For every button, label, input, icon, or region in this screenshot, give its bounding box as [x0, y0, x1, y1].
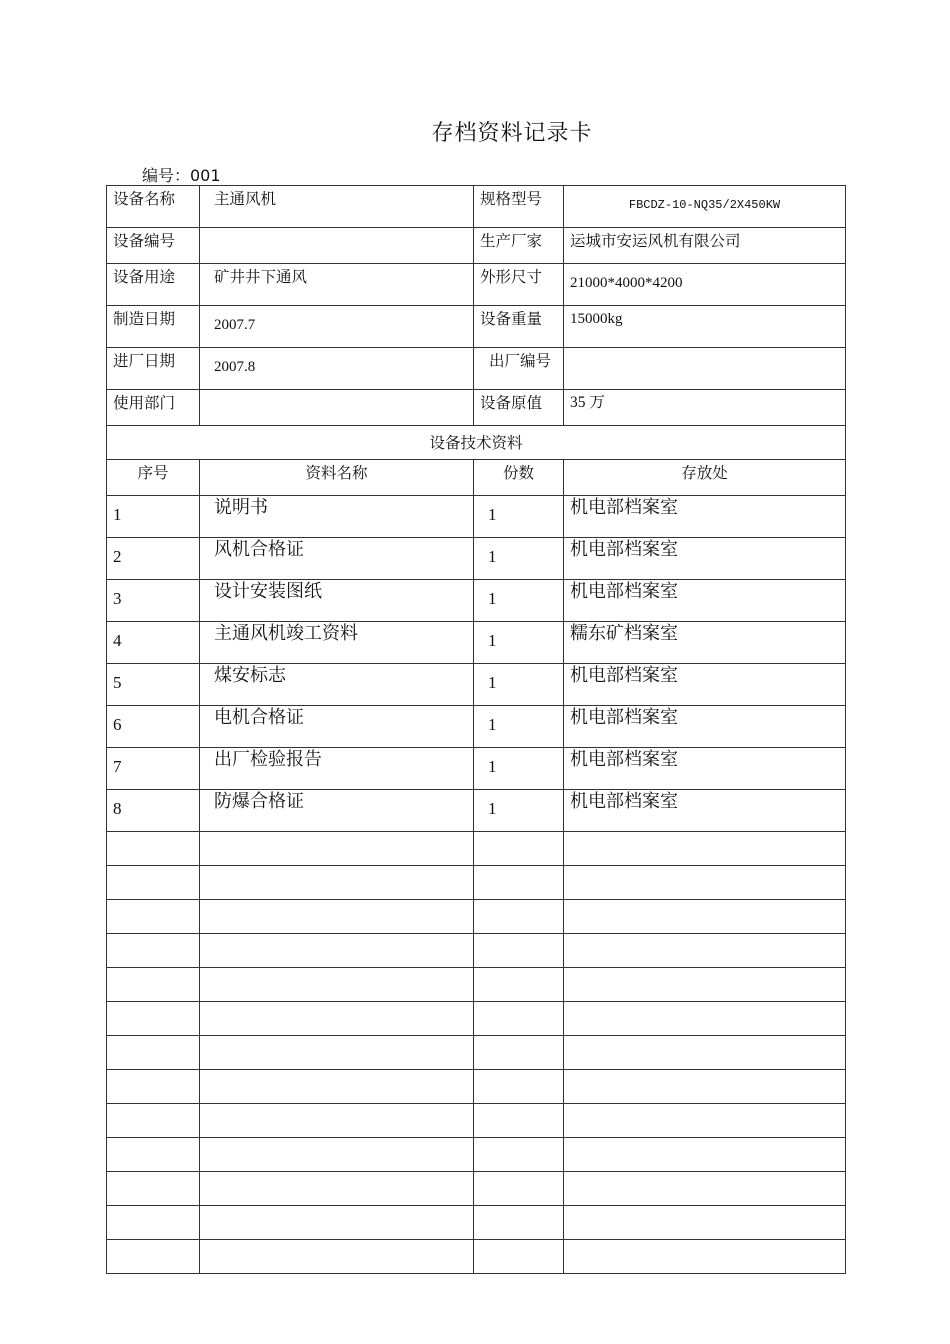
empty-cell	[107, 1036, 200, 1070]
empty-row	[107, 832, 846, 866]
info-value: 15000kg	[564, 306, 846, 348]
info-row	[107, 228, 846, 264]
info-value: 主通风机	[200, 186, 474, 228]
info-label: 进厂日期	[107, 348, 200, 390]
column-header-row	[107, 460, 846, 496]
empty-cell	[564, 1138, 846, 1172]
empty-cell	[474, 832, 564, 866]
empty-row	[107, 1002, 846, 1036]
item-number: 7	[107, 748, 200, 790]
empty-cell	[200, 1206, 474, 1240]
section-header-row	[107, 426, 846, 460]
empty-cell	[564, 968, 846, 1002]
item-number: 5	[107, 664, 200, 706]
info-label: 设备用途	[107, 264, 200, 306]
empty-cell	[474, 1002, 564, 1036]
info-row	[107, 264, 846, 306]
item-number: 8	[107, 790, 200, 832]
item-name: 防爆合格证	[200, 790, 474, 832]
empty-row	[107, 1138, 846, 1172]
info-value: 矿井井下通风	[200, 264, 474, 306]
info-value	[564, 348, 846, 390]
empty-cell	[107, 1002, 200, 1036]
empty-cell	[107, 1070, 200, 1104]
empty-cell	[107, 1206, 200, 1240]
info-value	[200, 390, 474, 426]
item-count: 1	[474, 580, 564, 622]
empty-cell	[474, 934, 564, 968]
info-value: 21000*4000*4200	[564, 264, 846, 306]
section-title: 设备技术资料	[107, 426, 846, 460]
item-location: 机电部档案室	[564, 496, 846, 538]
item-count: 1	[474, 664, 564, 706]
item-location: 机电部档案室	[564, 538, 846, 580]
empty-cell	[107, 1240, 200, 1274]
empty-cell	[107, 1172, 200, 1206]
empty-cell	[474, 968, 564, 1002]
info-label: 生产厂家	[474, 228, 564, 264]
empty-cell	[107, 1138, 200, 1172]
empty-cell	[474, 1138, 564, 1172]
empty-row	[107, 1240, 846, 1274]
empty-cell	[200, 832, 474, 866]
info-label: 制造日期	[107, 306, 200, 348]
item-count: 1	[474, 790, 564, 832]
empty-cell	[200, 1070, 474, 1104]
table-row	[107, 748, 846, 790]
info-label: 使用部门	[107, 390, 200, 426]
item-count: 1	[474, 496, 564, 538]
column-header: 序号	[107, 460, 200, 496]
table-row	[107, 790, 846, 832]
info-row	[107, 348, 846, 390]
item-name: 电机合格证	[200, 706, 474, 748]
table-row	[107, 622, 846, 664]
table-row	[107, 496, 846, 538]
empty-cell	[564, 1070, 846, 1104]
table-row	[107, 664, 846, 706]
empty-cell	[200, 934, 474, 968]
empty-cell	[474, 1240, 564, 1274]
info-label: 规格型号	[474, 186, 564, 228]
item-name: 设计安装图纸	[200, 580, 474, 622]
item-number: 3	[107, 580, 200, 622]
column-header: 份数	[474, 460, 564, 496]
empty-cell	[474, 1206, 564, 1240]
empty-row	[107, 968, 846, 1002]
empty-cell	[200, 968, 474, 1002]
item-name: 说明书	[200, 496, 474, 538]
info-label: 设备名称	[107, 186, 200, 228]
info-label: 出厂编号	[474, 348, 564, 390]
info-row	[107, 306, 846, 348]
empty-cell	[474, 1104, 564, 1138]
empty-cell	[107, 968, 200, 1002]
empty-row	[107, 1172, 846, 1206]
item-number: 2	[107, 538, 200, 580]
item-count: 1	[474, 622, 564, 664]
empty-cell	[200, 1104, 474, 1138]
record-table	[106, 185, 846, 1274]
info-value: 2007.8	[200, 348, 474, 390]
item-number: 1	[107, 496, 200, 538]
empty-cell	[564, 1104, 846, 1138]
empty-cell	[200, 1002, 474, 1036]
item-count: 1	[474, 748, 564, 790]
info-value: 35 万	[564, 390, 846, 426]
empty-cell	[107, 1104, 200, 1138]
item-count: 1	[474, 538, 564, 580]
empty-row	[107, 934, 846, 968]
info-value: 2007.7	[200, 306, 474, 348]
empty-cell	[474, 866, 564, 900]
empty-cell	[200, 1172, 474, 1206]
info-value	[200, 228, 474, 264]
empty-cell	[200, 1138, 474, 1172]
empty-row	[107, 1036, 846, 1070]
empty-cell	[107, 866, 200, 900]
item-location: 机电部档案室	[564, 748, 846, 790]
empty-cell	[564, 900, 846, 934]
table-row	[107, 706, 846, 748]
item-name: 出厂检验报告	[200, 748, 474, 790]
item-location: 机电部档案室	[564, 664, 846, 706]
info-label: 设备编号	[107, 228, 200, 264]
empty-cell	[200, 866, 474, 900]
empty-cell	[474, 900, 564, 934]
empty-cell	[474, 1070, 564, 1104]
info-label: 设备重量	[474, 306, 564, 348]
empty-cell	[200, 1036, 474, 1070]
empty-cell	[564, 1002, 846, 1036]
item-number: 6	[107, 706, 200, 748]
info-row	[107, 390, 846, 426]
document-number: 编号：001	[142, 166, 221, 185]
empty-row	[107, 1104, 846, 1138]
empty-row	[107, 1070, 846, 1104]
empty-cell	[474, 1172, 564, 1206]
column-header: 资料名称	[200, 460, 474, 496]
empty-cell	[564, 934, 846, 968]
info-value: FBCDZ-10-NQ35/2X450KW	[564, 186, 846, 228]
info-value: 运城市安运风机有限公司	[564, 228, 846, 264]
item-location: 糯东矿档案室	[564, 622, 846, 664]
empty-cell	[200, 900, 474, 934]
empty-cell	[564, 866, 846, 900]
empty-cell	[564, 1206, 846, 1240]
empty-cell	[564, 1036, 846, 1070]
item-name: 风机合格证	[200, 538, 474, 580]
empty-cell	[200, 1240, 474, 1274]
empty-cell	[564, 1172, 846, 1206]
info-label: 外形尺寸	[474, 264, 564, 306]
empty-cell	[564, 832, 846, 866]
item-location: 机电部档案室	[564, 580, 846, 622]
empty-row	[107, 866, 846, 900]
page-title: 存档资料记录卡	[431, 121, 593, 146]
item-location: 机电部档案室	[564, 790, 846, 832]
info-row	[107, 186, 846, 228]
item-number: 4	[107, 622, 200, 664]
item-name: 主通风机竣工资料	[200, 622, 474, 664]
item-location: 机电部档案室	[564, 706, 846, 748]
empty-cell	[107, 900, 200, 934]
empty-row	[107, 900, 846, 934]
empty-cell	[474, 1036, 564, 1070]
empty-cell	[107, 934, 200, 968]
empty-cell	[564, 1240, 846, 1274]
empty-row	[107, 1206, 846, 1240]
table-row	[107, 538, 846, 580]
item-name: 煤安标志	[200, 664, 474, 706]
info-label: 设备原值	[474, 390, 564, 426]
item-count: 1	[474, 706, 564, 748]
empty-cell	[107, 832, 200, 866]
column-header: 存放处	[564, 460, 846, 496]
table-row	[107, 580, 846, 622]
